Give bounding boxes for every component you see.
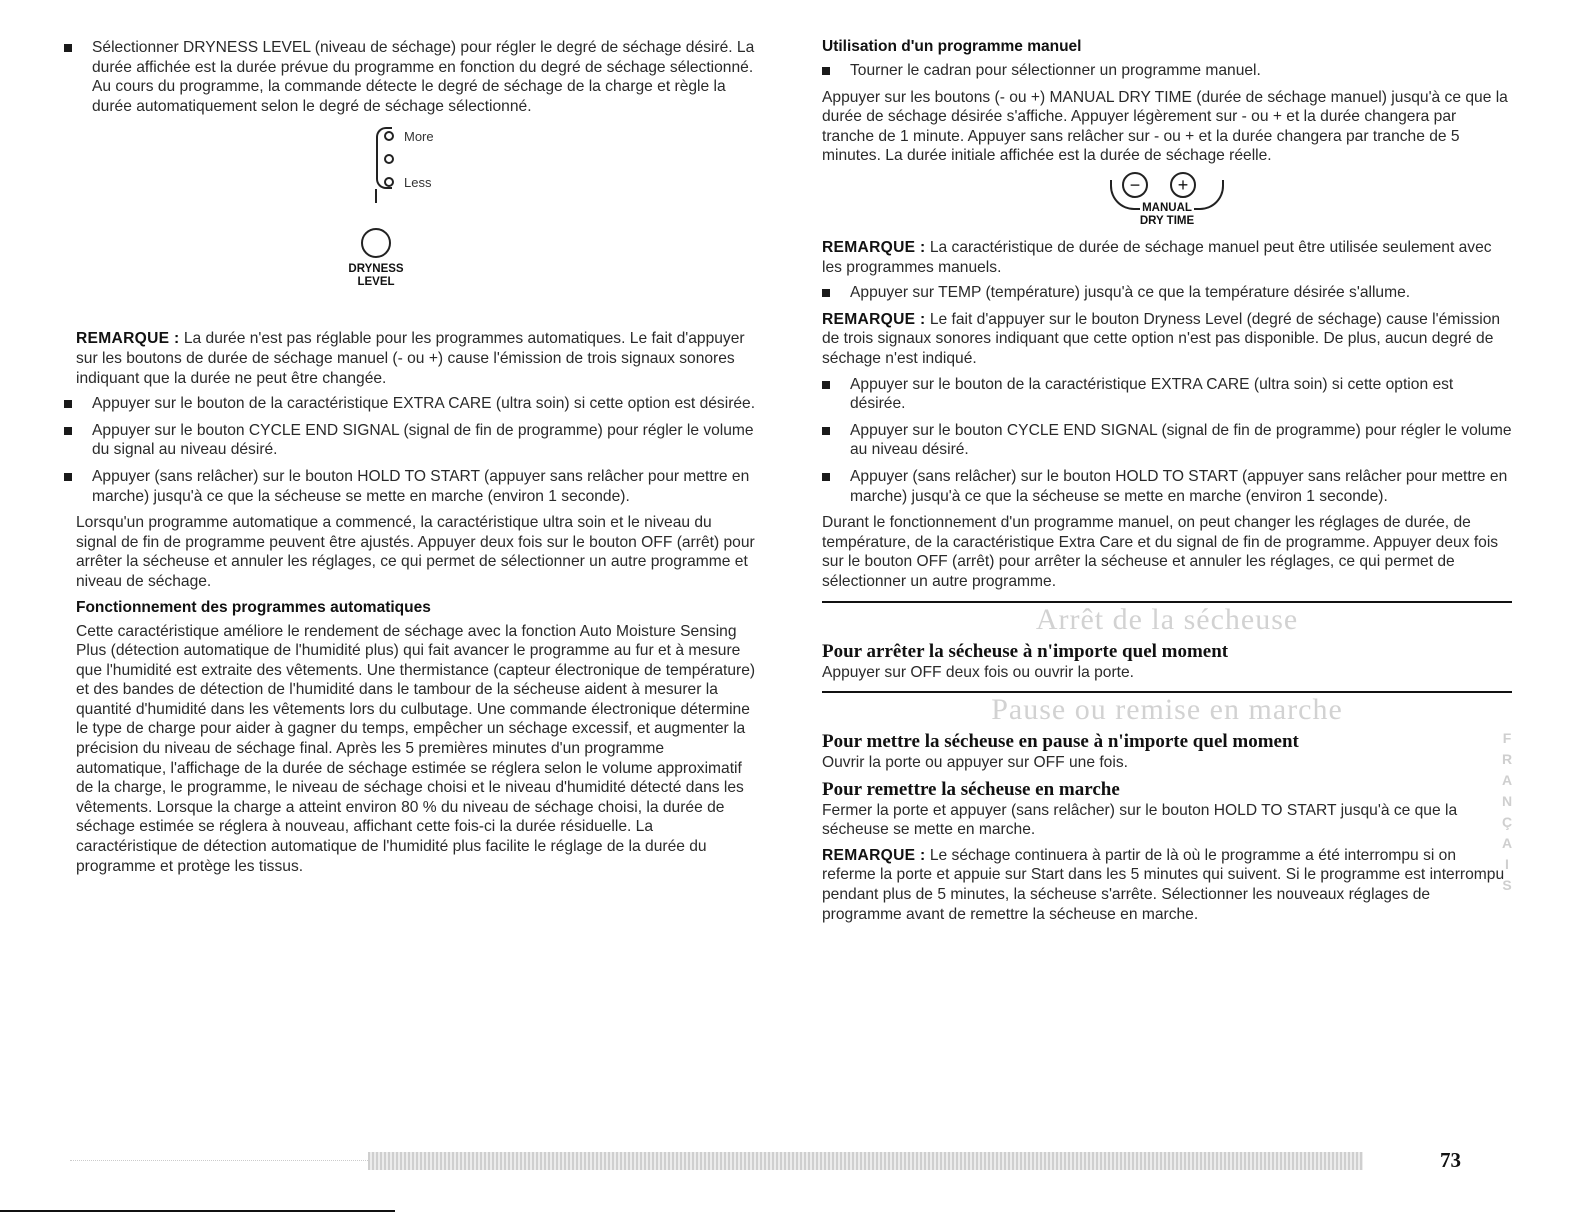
remarque-label: REMARQUE : xyxy=(76,330,180,348)
label-more: More xyxy=(404,129,434,145)
text-stop-anytime: Appuyer sur OFF deux fois ou ouvrir la porte. xyxy=(822,664,1135,682)
manual-turn-list xyxy=(822,61,1512,81)
remarque-4 xyxy=(822,846,1512,924)
side-tab-letter: S xyxy=(1502,877,1512,893)
para-manual-dry-time: Appuyer sur les boutons (- ou +) MANUAL DRY TIME (durée de séchage manuel) jusqu'à ce que la durée de séchage désirée s'affiche. Appuyer légèrement sur - ou + et la durée changera par tranche de 1 minute. Appuyer sans relâcher sur - ou + et la durée changera par tranche de 5 minutes. La durée initiale affichée est la durée de séchage réelle. xyxy=(822,88,1508,165)
para-auto-programs: Cette caractéristique améliore le rendement de séchage avec la fonction Auto Moisture Sensing Plus (détection automatique de l'humidité plus) qui fait avancer le programme au fur et à mesure que l'humidité est extraite des vêtements. Une thermistance (capteur électronique de température) et des bandes de détection de l'humidité dans le tambour de la sécheuse aident à mesurer la quantité d'humidité dans les vêtements lors du culbutage. Une commande électronique détermine le type de charge pour aider à gagner du temps, empêcher un séchage excessif, et augmenter la précision du niveau de séchage final. Après les 5 premières minutes d'un programme automatique, l'affichage de la durée de séchage estimée se réglera selon le volume approximatif de la charge, le programme, le niveau de séchage choisi et le niveau d'humidité détecté dans les vêtements. Lorsque la charge a atteint environ 80 % du niveau de séchage choisi, la durée de séchage estimée se réglera à nouveau, affichant cette fois-ci la durée résiduelle. La caractéristique de détection automatique de l'humidité plus facilite le réglage de la durée du programme et protège les tissus. xyxy=(76,622,756,875)
manual-dry-time-diagram xyxy=(822,172,1512,228)
side-tab-letter: A xyxy=(1501,772,1513,788)
manual-label-line1: MANUAL xyxy=(1142,201,1192,214)
remarque-label: REMARQUE : xyxy=(822,846,926,864)
bottom-rule xyxy=(0,1210,395,1212)
para-after-start: Lorsqu'un programme automatique a commencé, la caractéristique ultra soin et le niveau du signal de fin de programme peuvent être ajustés. Appuyer deux fois sur le bouton OFF (arrêt) pour arrêter la sécheuse et annuler les réglages, ce qui permet de sélectionner un autre programme et niveau de séchage. xyxy=(76,514,755,590)
manual-label-line2: DRY TIME xyxy=(1139,214,1195,227)
plus-button-icon: + xyxy=(1170,172,1196,198)
section-title-stop: Arrêt de la sécheuse xyxy=(1035,603,1299,637)
remarque-3-text: Le fait d'appuyer sur le bouton Dryness Level (degré de séchage) cause l'émission de trois signaux sonores indiquant que cette option n'est pas disponible. De plus, aucun degré de séchage n'est indiqué. xyxy=(822,310,1501,367)
minus-button-icon: − xyxy=(1122,172,1148,198)
manual-dry-time-label xyxy=(822,202,1512,228)
temp-bullet-list xyxy=(822,283,1512,303)
heading-auto-programs: Fonctionnement des programmes automatiques xyxy=(76,598,431,616)
side-tab-letter: R xyxy=(1501,751,1513,767)
remarque-2 xyxy=(822,238,1512,277)
bullet-hold-to-start: Appuyer (sans relâcher) sur le bouton HOLD TO START (appuyer sans relâcher pour mettre en marche) jusqu'à ce que la sécheuse se mette en marche (environ 1 seconde). xyxy=(64,467,756,506)
side-tab-letter: A xyxy=(1501,835,1513,851)
right-bullet-list xyxy=(822,375,1512,507)
page-number: 73 xyxy=(1440,1148,1461,1172)
remarque-label: REMARQUE : xyxy=(822,310,926,328)
heading-restart: Pour remettre la sécheuse en marche xyxy=(822,778,1120,800)
left-bullet-list xyxy=(76,394,756,506)
dryness-button-icon xyxy=(361,228,391,258)
remarque-2-text: La caractéristique de durée de séchage manuel peut être utilisée seulement avec les programmes manuels. xyxy=(822,238,1492,276)
language-side-tab xyxy=(1493,728,1521,896)
indicator-middle xyxy=(384,154,394,164)
side-tab-letter: N xyxy=(1501,793,1513,809)
indicator-more xyxy=(384,131,394,141)
text-restart: Fermer la porte et appuyer (sans relâcher) sur le bouton HOLD TO START jusqu'à ce que la sécheuse se mette en marche. xyxy=(822,801,1458,839)
bullet-cycle-end-signal: Appuyer sur le bouton CYCLE END SIGNAL (signal de fin de programme) pour régler le volume au niveau désiré. xyxy=(822,421,1512,460)
right-column xyxy=(822,38,1512,930)
dryness-title-line2: LEVEL xyxy=(357,276,395,289)
text-pause-anytime: Ouvrir la porte ou appuyer sur OFF une fois. xyxy=(822,754,1128,772)
side-tab-letter: F xyxy=(1502,730,1512,746)
bullet-extra-care: Appuyer sur le bouton de la caractéristique EXTRA CARE (ultra soin) si cette option est désirée. xyxy=(822,375,1512,414)
dryness-stem xyxy=(375,189,377,203)
side-tab-letter: Ç xyxy=(1501,814,1513,830)
heading-manual-program: Utilisation d'un programme manuel xyxy=(822,38,1082,55)
remarque-3 xyxy=(822,310,1512,369)
para-during-manual: Durant le fonctionnement d'un programme manuel, on peut changer les réglages de durée, de température, de la caractéristique Extra Care et du signal de fin de programme. Appuyer deux fois sur le bouton OFF (arrêt) pour arrêter la sécheuse et annuler les réglages, ce qui permet de sélectionner un autre programme. xyxy=(822,514,1499,590)
dryness-title-line1: DRYNESS xyxy=(348,263,404,276)
footer-dotted-line xyxy=(70,1160,368,1161)
bullet-hold-to-start: Appuyer (sans relâcher) sur le bouton HOLD TO START (appuyer sans relâcher pour mettre en marche) jusqu'à ce que la sécheuse se mette en marche (environ 1 seconde). xyxy=(822,467,1512,506)
bullet-extra-care: Appuyer sur le bouton de la caractéristique EXTRA CARE (ultra soin) si cette option est désirée. xyxy=(64,394,756,414)
dryness-level-diagram xyxy=(76,123,756,323)
side-tab-letter: I xyxy=(1505,856,1509,872)
label-less: Less xyxy=(404,175,432,191)
dryness-level-title xyxy=(326,263,426,289)
bullet-cycle-end-signal: Appuyer sur le bouton CYCLE END SIGNAL (signal de fin de programme) pour régler le volume du signal au niveau désiré. xyxy=(64,421,756,460)
heading-stop-anytime: Pour arrêter la sécheuse à n'importe quel moment xyxy=(822,641,1229,663)
footer-band xyxy=(368,1152,1363,1170)
indicator-less xyxy=(384,177,394,187)
heading-pause-anytime: Pour mettre la sécheuse en pause à n'importe quel moment xyxy=(822,731,1299,753)
dryness-bullet-list xyxy=(76,38,756,116)
bullet-dryness: Sélectionner DRYNESS LEVEL (niveau de séchage) pour régler le degré de séchage désiré. La durée affichée est la durée prévue du programme en fonction du degré de séchage sélectionné. Au cours du programme, la commande détecte le degré de séchage de la charge et règle la durée automatiquement selon le degré de séchage sélectionné. xyxy=(64,38,756,116)
left-column xyxy=(76,38,756,882)
remarque-1 xyxy=(76,329,756,388)
remarque-1-text: La durée n'est pas réglable pour les programmes automatiques. Le fait d'appuyer sur les boutons de durée de séchage manuel (- ou +) cause l'émission de trois signaux sonores indiquant que la durée ne peut être changée. xyxy=(76,330,745,387)
section-title-pause: Pause ou remise en marche xyxy=(991,693,1343,727)
bullet-temp: Appuyer sur TEMP (température) jusqu'à ce que la température désirée s'allume. xyxy=(822,283,1512,303)
remarque-4-text: Le séchage continuera à partir de là où le programme a été interrompu si on referme la porte et appuie sur Start dans les 5 minutes qui suivent. Si le programme est interrompu pendant plus de 5 minutes, la sécheuse s'arrête. Sélectionner les nouveaux réglages de programme avant de remettre la sécheuse en marche. xyxy=(822,846,1505,923)
bullet-turn-dial: Tourner le cadran pour sélectionner un programme manuel. xyxy=(822,61,1512,81)
remarque-label: REMARQUE : xyxy=(822,238,926,256)
